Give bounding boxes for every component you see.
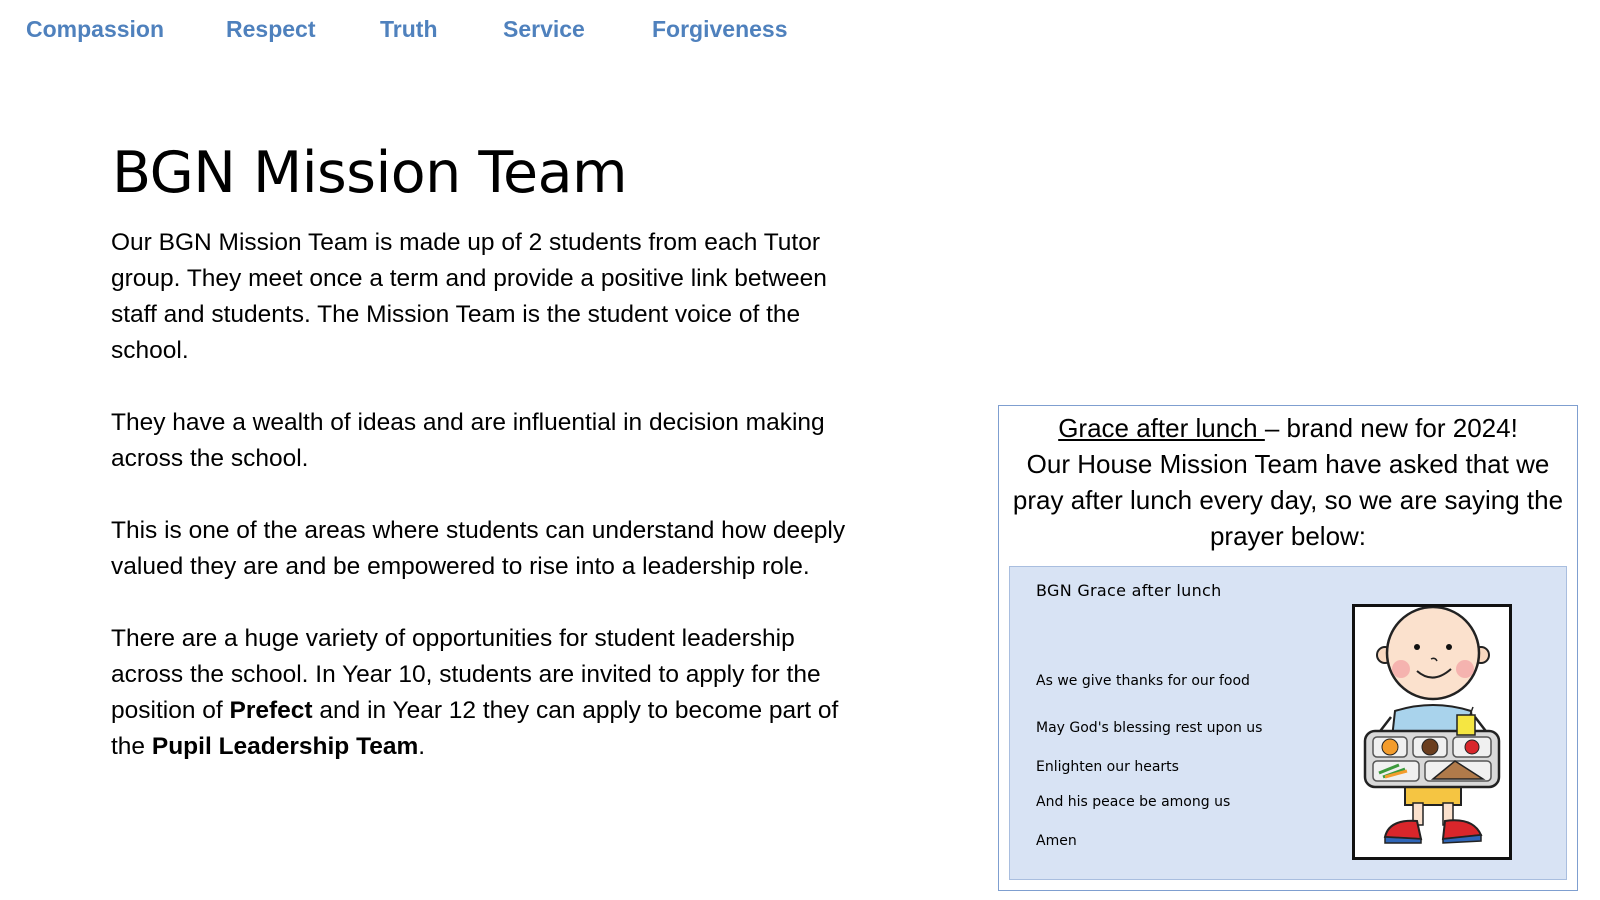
nav-link-compassion[interactable]: Compassion bbox=[26, 16, 165, 42]
grace-heading-line bbox=[999, 410, 1577, 446]
main-content bbox=[111, 225, 851, 801]
nav-link-respect[interactable]: Respect bbox=[226, 16, 316, 42]
pupil-leadership-team-label: Pupil Leadership Team bbox=[151, 733, 419, 760]
prayer-line-1: As we give thanks for our food bbox=[1036, 673, 1250, 689]
ideas-paragraph: They have a wealth of ideas and are influential in decision making across the school. bbox=[111, 409, 825, 472]
prayer-card bbox=[1009, 566, 1567, 880]
prayer-line-3: Enlighten our hearts bbox=[1036, 759, 1179, 775]
values-paragraph: This is one of the areas where students can understand how deeply valued they are and be empowered to rise into a leadership role. bbox=[111, 517, 846, 580]
page-title: BGN Mission Team bbox=[112, 140, 628, 206]
grace-heading: Grace after lunch bbox=[1058, 413, 1265, 443]
prayer-line-5: Amen bbox=[1036, 833, 1077, 849]
nav-link-forgiveness[interactable]: Forgiveness bbox=[652, 16, 788, 42]
grace-intro-text: Our House Mission Team have asked that we pray after lunch every day, so we are saying the prayer below: bbox=[1012, 449, 1564, 551]
leadership-text-1: There are a huge variety of opportunities for student leadership across the school. In Year 10, students are invited to apply for the position of bbox=[111, 625, 821, 724]
intro-paragraph: Our BGN Mission Team is made up of 2 students from each Tutor group. They meet once a term and provide a positive link between staff and students. The Mission Team is the student voice of the school. bbox=[111, 229, 827, 364]
prefect-label: Prefect bbox=[229, 697, 313, 724]
values-nav bbox=[26, 14, 788, 44]
prayer-card-title: BGN Grace after lunch bbox=[1036, 581, 1222, 600]
grace-heading-suffix: – brand new for 2024! bbox=[1264, 413, 1518, 443]
leadership-text-3: . bbox=[418, 733, 426, 760]
nav-link-truth[interactable]: Truth bbox=[380, 16, 438, 42]
grace-intro bbox=[999, 410, 1577, 554]
prayer-line-4: And his peace be among us bbox=[1036, 794, 1231, 810]
prayer-line-2: May God's blessing rest upon us bbox=[1036, 720, 1263, 736]
nav-link-service[interactable]: Service bbox=[503, 16, 585, 42]
child-with-lunch-tray-icon bbox=[1352, 604, 1512, 860]
leadership-paragraph bbox=[111, 621, 851, 765]
leadership-text-2: and in Year 12 they can apply to become part of the bbox=[111, 697, 839, 760]
grace-panel bbox=[998, 405, 1578, 891]
